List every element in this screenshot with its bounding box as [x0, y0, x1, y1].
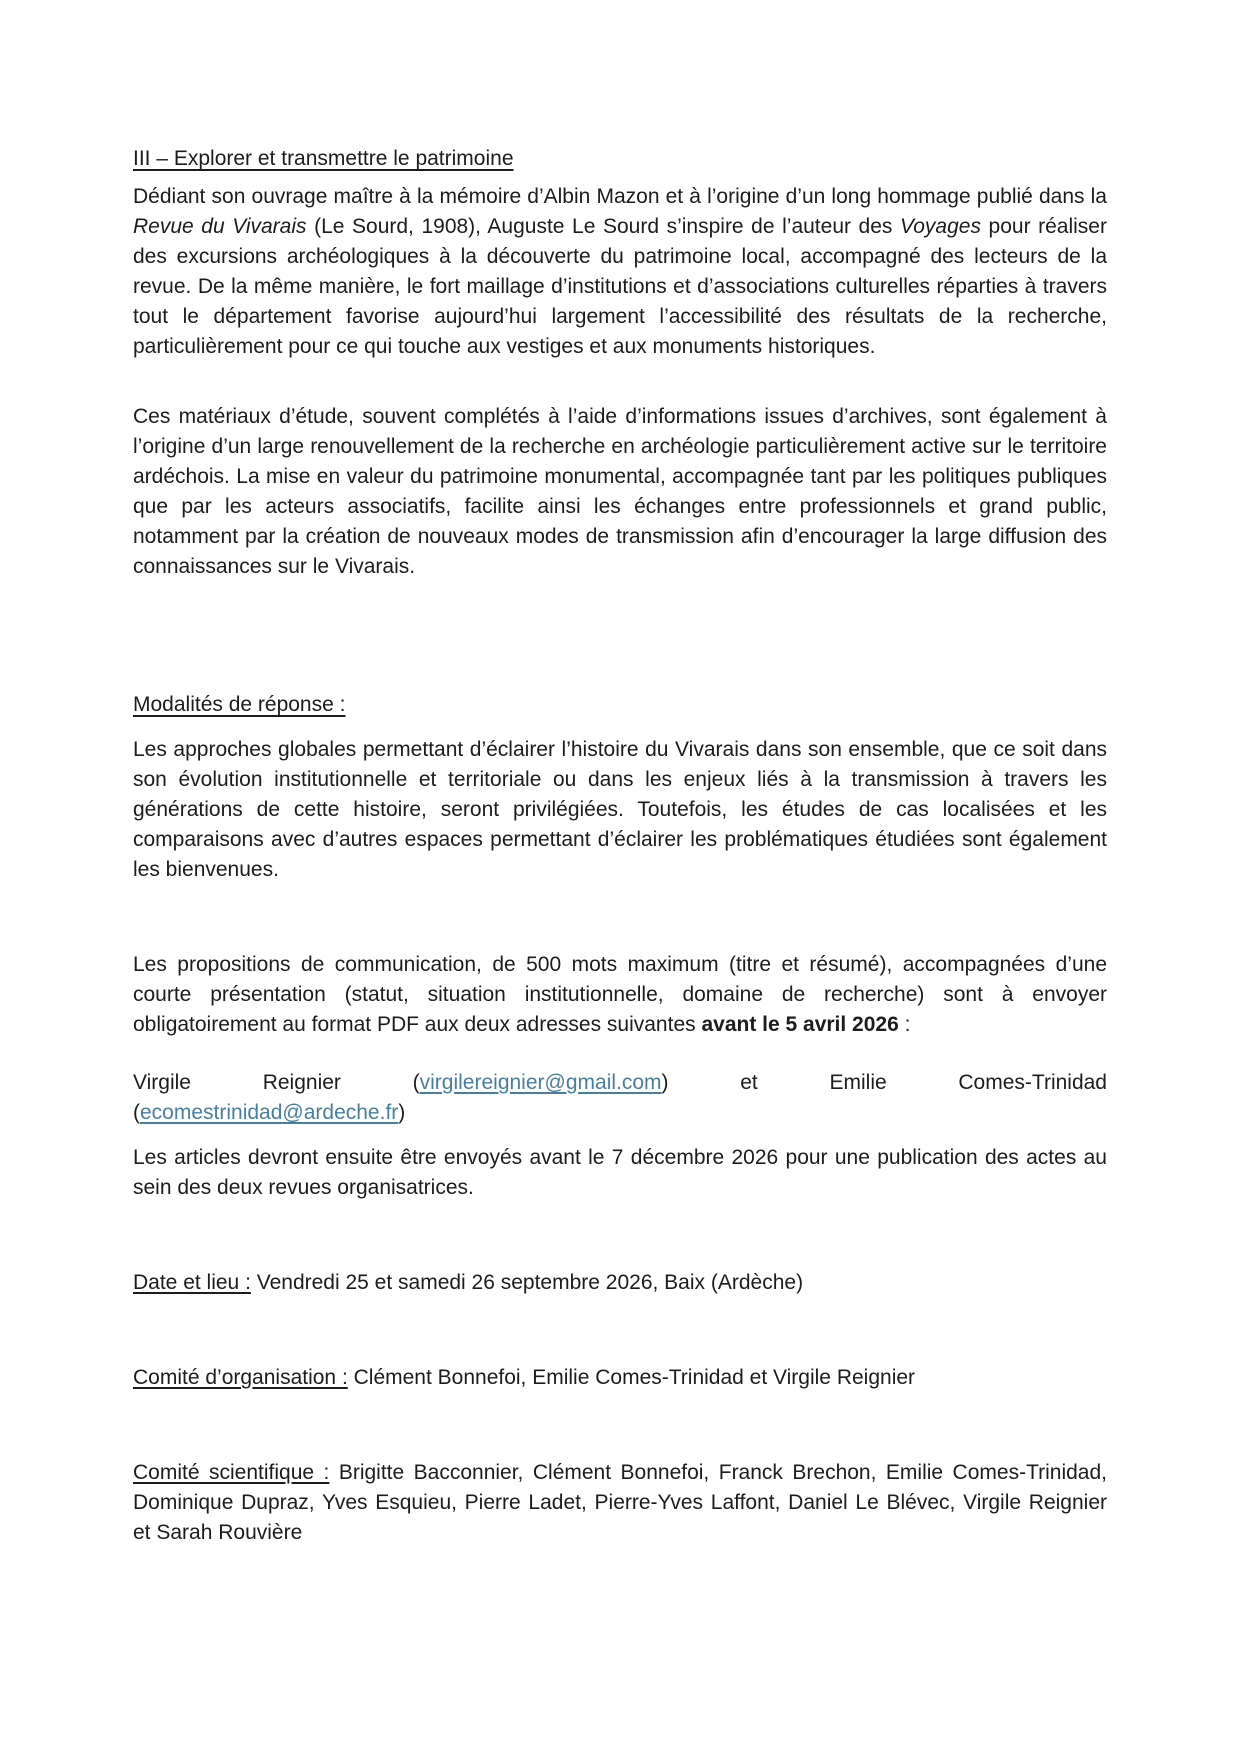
section-heading-modalites: Modalités de réponse :: [133, 693, 346, 716]
paragraph-ces-materiaux: Ces matériaux d’étude, souvent complétés à l’aide d’informations issues d’archives, sont également à l’origine d’un large renouvellement de la recherche en archéologie particulièrement active sur le territoire ardéchois. La mise en valeur du patrimoine monumental, accompagnée tant par les politiques publiques que par les acteurs associatifs, facilite ainsi les échanges entre professionnels et grand public, notamment par la création de nouveaux modes de transmission afin d’encourager la large diffusion des connaissances sur le Vivarais.: [133, 405, 1107, 578]
open-paren-2: (: [133, 1101, 140, 1124]
close-paren-2: ): [398, 1101, 406, 1124]
section-heading-iii: III – Explorer et transmettre le patrimoine: [133, 147, 514, 170]
paragraph-approches: Les approches globales permettant d’éclairer l’histoire du Vivarais dans son ensemble, que ce soit dans son évolution institutionnelle et territoriale ou dans les enjeux liés à la transmission à travers les générations de cette histoire, seront privilégiées. Toutefois, les études de cas localisées et les comparaisons avec d’autres espaces permettant d’éclairer les problématiques étudiées sont également les bienvenues.: [133, 738, 1107, 881]
contact-last-name-1: Reignier: [262, 1071, 341, 1094]
date-lieu-label: Date et lieu :: [133, 1271, 251, 1294]
contacts-line-1: [133, 1068, 1107, 1098]
comite-organisation-line: [133, 1363, 1107, 1393]
email-link-2[interactable]: ecomestrinidad@ardeche.fr: [140, 1101, 399, 1124]
contact-email-wrap-1: [413, 1068, 669, 1098]
comite-scientifique-value: Brigitte Bacconnier, Clément Bonnefoi, Franck Brechon, Emilie Comes-Trinidad, Dominique Dupraz, Yves Esquieu, Pierre Ladet, Pierre-Yves Laffont, Daniel Le Blévec, Virgile Reignier et Sarah Rouvière: [133, 1461, 1107, 1544]
close-paren-1: ): [661, 1071, 669, 1094]
comite-organisation-value: Clément Bonnefoi, Emilie Comes-Trinidad et Virgile Reignier: [347, 1366, 916, 1389]
date-lieu-line: [133, 1268, 1107, 1298]
contact-last-name-2: Comes-Trinidad: [958, 1071, 1107, 1094]
open-paren-1: (: [412, 1071, 420, 1094]
paragraph-propositions: Les propositions de communication, de 500 mots maximum (titre et résumé), accompagnées d’une courte présentation (statut, situation institutionnelle, domaine de recherche) sont à envoyer obligatoirement au format PDF aux deux adresses suivantes avant le 5 avril 2026 :: [133, 953, 1107, 1036]
comite-scientifique-paragraph: [133, 1458, 1107, 1548]
comite-organisation-label: Comité d’organisation :: [133, 1366, 348, 1389]
email-link-1[interactable]: virgilereignier@gmail.com: [419, 1071, 662, 1094]
contacts-line-2: [133, 1098, 1107, 1128]
contact-first-name-2: Emilie: [829, 1071, 887, 1094]
contacts-conjunction: et: [740, 1071, 758, 1094]
paragraph-dediant: Dédiant son ouvrage maître à la mémoire d’Albin Mazon et à l’origine d’un long hommage publié dans la Revue du Vivarais (Le Sourd, 1908), Auguste Le Sourd s’inspire de l’auteur des Voyages pour réaliser des excursions archéologiques à la découverte du patrimoine local, accompagné des lecteurs de la revue. De la même manière, le fort maillage d’institutions et d’associations culturelles réparties à travers tout le département favorise aujourd’hui largement l’accessibilité des résultats de la recherche, particulièrement pour ce qui touche aux vestiges et aux monuments historiques.: [133, 185, 1107, 358]
contact-first-name-1: Virgile: [133, 1071, 191, 1094]
comite-scientifique-label: Comité scientifique :: [133, 1461, 330, 1484]
date-lieu-value: Vendredi 25 et samedi 26 septembre 2026, Baix (Ardèche): [250, 1271, 804, 1294]
paragraph-articles: Les articles devront ensuite être envoyés avant le 7 décembre 2026 pour une publication des actes au sein des deux revues organisatrices.: [133, 1146, 1107, 1199]
